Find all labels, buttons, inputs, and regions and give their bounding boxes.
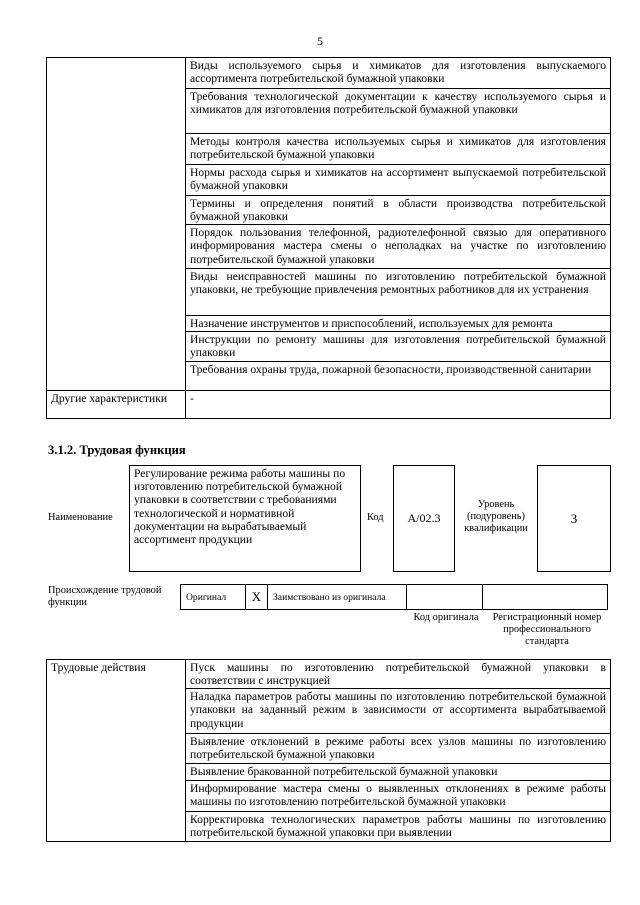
knowledge-row: Методы контроля качества используемых сырья и химикатов для изготовления потребительской бумажной упаковки bbox=[186, 134, 611, 165]
qualification-level-box: 3 bbox=[537, 465, 611, 572]
reg-number-caption: Регистрационный номер профессионального стандарта bbox=[492, 612, 602, 647]
page-number: 5 bbox=[317, 34, 323, 48]
knowledge-row: Назначение инструментов и приспособлений, используемых для ремонта bbox=[186, 315, 611, 331]
level-label: Уровень (подуровень) квалификации bbox=[464, 499, 528, 534]
function-name-box: Регулирование режима работы машины по изготовлению потребительской бумажной упаковки в соответствии с требованиями технологической и нормативной документации на вырабатываемый ассортимент продукции bbox=[129, 465, 361, 572]
labor-action-row: Корректировка технологических параметров работы машины по изготовлению потребительской бумажной упаковки при выявлении bbox=[186, 812, 611, 842]
section-title: 3.1.2. Трудовая функция bbox=[48, 443, 186, 457]
knowledge-row: Виды неисправностей машины по изготовлению потребительской бумажной упаковки, не требующие привлечения ремонтных работников для их устранения bbox=[186, 268, 611, 315]
original-mark: X bbox=[245, 584, 268, 610]
labor-action-row: Пуск машины по изготовлению потребительской бумажной упаковки в соответствии с инструкцией bbox=[186, 660, 611, 689]
code-label: Код bbox=[367, 512, 384, 523]
knowledge-row: Термины и определения понятий в области производства потребительской бумажной упаковки bbox=[186, 196, 611, 225]
labor-actions-label: Трудовые действия bbox=[47, 660, 186, 842]
knowledge-label-cell bbox=[47, 58, 186, 391]
labor-action-row: Информирование мастера смены о выявленных отклонениях в режиме работы машины по изготовлению потребительской бумажной упаковки bbox=[186, 781, 611, 812]
borrowed-label: Заимствовано из оригинала bbox=[267, 584, 407, 610]
name-label: Наименование bbox=[48, 512, 113, 523]
labor-action-row: Выявление бракованной потребительской бумажной упаковки bbox=[186, 764, 611, 781]
knowledge-row: Требования охраны труда, пожарной безопасности, производственной санитарии bbox=[186, 361, 611, 390]
knowledge-row: Инструкции по ремонту машины для изготовления потребительской бумажной упаковки bbox=[186, 331, 611, 361]
knowledge-row: Порядок пользования телефонной, радиотелефонной связью для оперативного информирования мастера смены о неполадках на участке по изготовлению потребительской бумажной упаковки bbox=[186, 224, 611, 268]
labor-action-row: Выявление отклонений в режиме работы всех узлов машины по изготовлению потребительской бумажной упаковки bbox=[186, 734, 611, 764]
knowledge-row: Виды используемого сырья и химикатов для изготовления выпускаемого ассортимента потребительской бумажной упаковки bbox=[186, 58, 611, 89]
original-label: Оригинал bbox=[180, 584, 246, 610]
labor-action-row: Наладка параметров работы машины по изготовлению потребительской бумажной упаковки на заданный режим в зависимости от ассортимента вырабатываемой продукции bbox=[186, 689, 611, 734]
function-code-box: A/02.3 bbox=[393, 465, 455, 572]
reg-number-cell bbox=[482, 584, 608, 610]
code-original-caption: Код оригинала bbox=[413, 612, 479, 623]
knowledge-row: Требования технологической документации к качеству используемого сырья и химикатов для изготовления потребительской бумажной упаковки bbox=[186, 89, 611, 134]
other-characteristics-value: - bbox=[186, 390, 611, 418]
other-characteristics-label: Другие характеристики bbox=[47, 390, 186, 418]
labor-actions-table bbox=[46, 659, 611, 842]
origin-label: Происхождение трудовой функции bbox=[48, 585, 162, 608]
origin-row bbox=[180, 584, 608, 610]
code-original-cell bbox=[406, 584, 483, 610]
knowledge-row: Нормы расхода сырья и химикатов на ассортимент выпускаемой потребительской бумажной упаковки bbox=[186, 165, 611, 196]
knowledge-table bbox=[46, 57, 611, 419]
